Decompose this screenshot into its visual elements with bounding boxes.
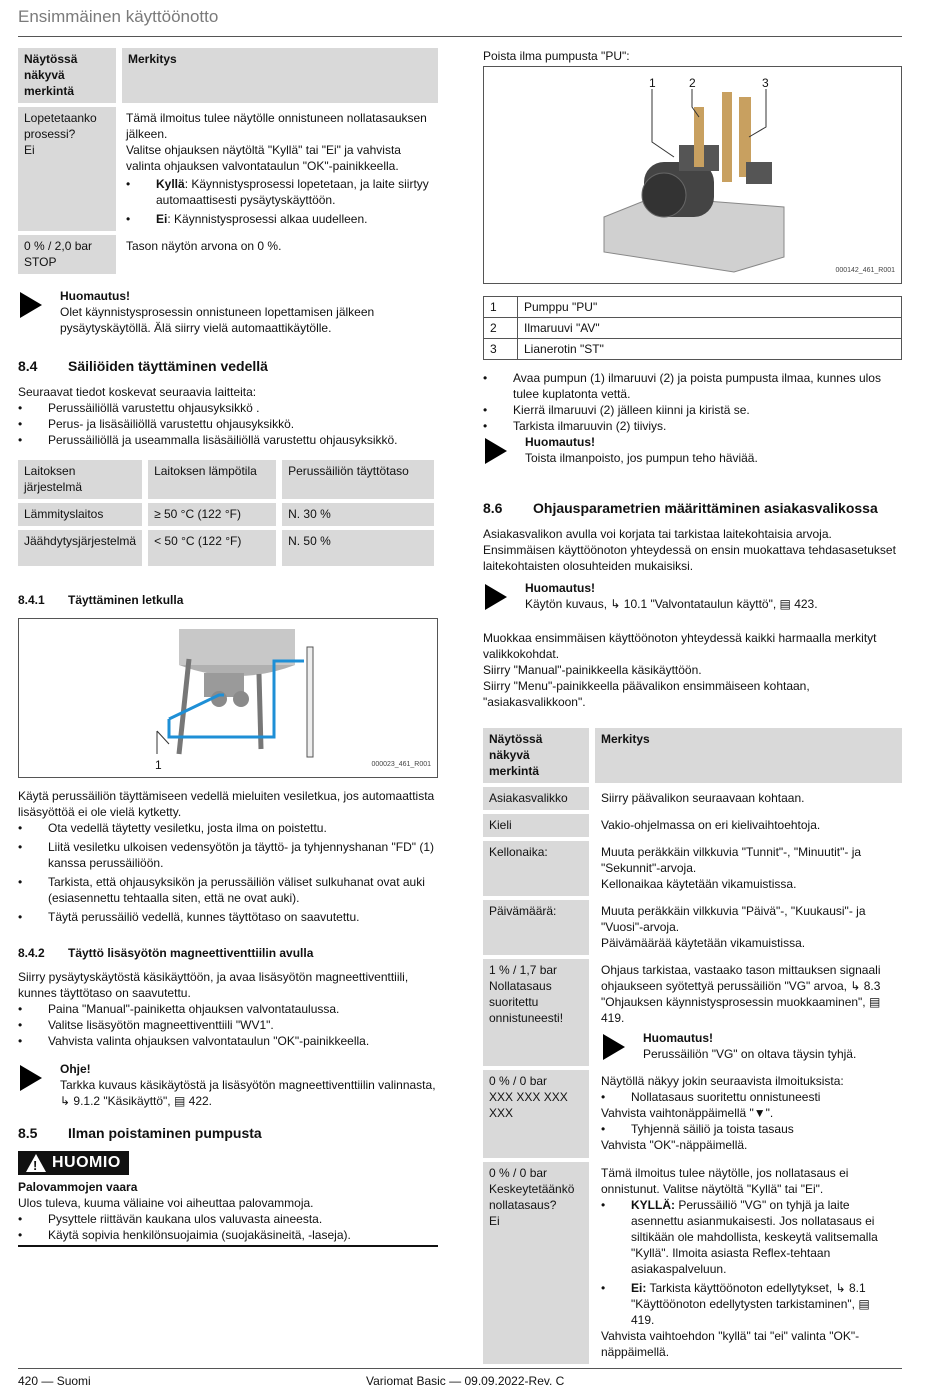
table-header: Merkitys	[595, 728, 902, 783]
display-text: Ei	[24, 143, 35, 157]
page-header-title: Ensimmäinen käyttöönotto	[18, 7, 219, 26]
table-header: Näytössä näkyvä merkintä	[483, 728, 595, 783]
section-heading: 8.5 Ilman poistaminen pumpusta	[18, 1125, 262, 1141]
page-icon: ▤	[868, 995, 881, 1009]
reference-arrow-icon: ↳	[850, 979, 864, 993]
table-cell: Siirry päävalikon seuraavaan kohtaan.	[595, 787, 902, 810]
list-item: • Perussäiliöllä ja useammalla lisäsäiliöllä varustettu ohjausyksikkö.	[18, 432, 438, 448]
table-cell: Kieli	[483, 814, 595, 837]
section-heading: 8.6 Ohjausparametrien määrittäminen asiakasvalikossa	[483, 500, 878, 516]
table-header: Perussäiliön täyttötaso	[282, 460, 434, 499]
paragraph: Ulos tuleva, kuuma väliaine voi aiheuttaa palovammoja.	[18, 1196, 314, 1210]
list-item: • Kierrä ilmaruuvi (2) jälleen kiinni ja kiristä se.	[483, 402, 902, 418]
table-cell: Muuta peräkkäin vilkkuvia "Päivä"-, "Kuukausi"- ja "Vuosi"-arvoja. Päivämäärää käytetään vikamuistissa.	[595, 900, 902, 955]
table-cell	[18, 107, 122, 231]
note-box: Huomautus! Perussäiliön "VG" on oltava täysin tyhjä.	[601, 1030, 896, 1062]
subsection-heading: 8.4.2 Täyttö lisäsyötön magneettiventtiilin avulla	[18, 946, 314, 960]
paragraph: Muokkaa ensimmäisen käyttöönoton yhteydessä kaikki harmaalla merkityt valikkokohdat.	[483, 631, 877, 661]
list-item: • Kyllä: Käynnistysprosessi lopetetaan, ja laite siirtyy automaattisesti pysäytyskäyttöön.	[126, 176, 432, 208]
paragraph: Siirry "Menu"-painikkeella päävalikon ensimmäiseen kohtaan, "asiakasvalikkoon".	[483, 679, 810, 709]
table-cell: N. 30 %	[282, 503, 434, 526]
page-reference: 422.	[188, 1094, 212, 1108]
list-item: • Ei: Käynnistysprosessi alkaa uudelleen.	[126, 211, 432, 227]
figure-callout-label: 1	[649, 76, 656, 90]
table-cell: N. 50 %	[282, 530, 434, 566]
paragraph: Tämä ilmoitus tulee näytölle onnistuneen nollatasauksen jälkeen.	[126, 111, 427, 141]
reference-arrow-icon: ↳	[610, 597, 624, 611]
list-item: • Valitse lisäsyötön magneettiventtiili "WV1".	[18, 1017, 438, 1033]
note-box	[18, 288, 438, 336]
note-title: Huomautus!	[60, 289, 130, 303]
table-cell: Näytöllä näkyy jokin seuraavista ilmoituksista: • Nollatasaus suoritettu onnistuneesti Vahvista vaihtonäppäimellä "▼". • Tyhjennä säiliö ja toista tasaus Vahvista "OK"-näppäimellä.	[595, 1070, 902, 1158]
table-cell: 1 % / 1,7 bar Nollatasaus suoritettu onnistuneesti!	[483, 959, 595, 1066]
paragraph: Asiakasvalikon avulla voi korjata tai tarkistaa laitekohtaisia arvoja. Ensimmäisen käyttöönoton yhteydessä on ensin muokattava tehdasasetukset laitekohtaisten olosuhteiden mukaisiksi.	[483, 527, 896, 573]
page-icon: ▤	[779, 597, 795, 611]
cross-reference: 8.3 "Ohjauksen käynnistysprosessin muokkaaminen",	[601, 979, 881, 1009]
arrow-icon	[20, 292, 42, 318]
caution-label: ! HUOMIO	[18, 1151, 129, 1175]
note-box: Ohje! Tarkka kuvaus käsikäytöstä ja lisäsyötön magneettiventtiilin valinnasta, ↳ 9.1.2 "Käsikäyttö", ▤ 422.	[18, 1061, 438, 1109]
list-item: • Käytä sopivia henkilönsuojaimia (suojakäsineitä, -laseja).	[18, 1227, 438, 1243]
arrow-icon	[485, 438, 507, 464]
list-item: • Liitä vesiletku ulkoisen vedensyötön ja täyttö- ja tyhjennyshanan "FD" (1) kanssa perussäiliöön.	[18, 839, 438, 871]
table-header: Laitoksen järjestelmä	[18, 460, 148, 499]
display-meaning-table-1	[18, 44, 438, 278]
paragraph: Siirry "Manual"-painikkeella käsikäyttöön.	[483, 663, 702, 677]
pump-figure	[483, 66, 902, 284]
figure-callout-label: 1	[155, 758, 162, 772]
subsection-heading: 8.4.1 Täyttäminen letkulla	[18, 593, 184, 607]
warning-triangle-icon: !	[26, 1154, 46, 1172]
hose-fill-figure	[18, 618, 438, 778]
note-box: Huomautus! Käytön kuvaus, ↳ 10.1 "Valvontataulun käyttö", ▤ 423.	[483, 580, 902, 612]
figure-callout-label: 3	[762, 76, 769, 90]
cross-reference: 10.1 "Valvontataulun käyttö",	[623, 597, 780, 611]
list-item: • Tarkista, että ohjausyksikön ja perussäiliön väliset sulkuhanat ovat auki (esiasennettu tehtaalla siten, että ne ovat auki).	[18, 874, 438, 906]
table-cell: Kellonaika:	[483, 841, 595, 896]
header-divider	[18, 36, 902, 37]
note-box: Huomautus! Toista ilmanpoisto, jos pumpun teho häviää.	[483, 434, 902, 466]
table-cell: Asiakasvalikko	[483, 787, 595, 810]
table-cell: ≥ 50 °C (122 °F)	[148, 503, 282, 526]
paragraph: Seuraavat tiedot koskevat seuraavia laitteita:	[18, 385, 257, 399]
list-item: • Tarkista ilmaruuvin (2) tiiviys.	[483, 418, 902, 434]
list-item: • Täytä perussäiliö vedellä, kunnes täyttötaso on saavutettu.	[18, 909, 438, 925]
table-header: Merkitys	[122, 48, 438, 103]
paragraph: Käytä perussäiliön täyttämiseen vedellä mieluiten vesiletkua, jos automaattista lisäsyöttöä ei ole vielä kytketty.	[18, 789, 435, 819]
note-text: Olet käynnistysprosessin onnistuneen lopettamisen jälkeen pysäytyskäytöllä. Älä siirry vielä automaattikäytölle.	[60, 305, 375, 335]
fill-level-table	[18, 456, 434, 570]
page-icon: ▤	[173, 1094, 189, 1108]
reference-arrow-icon: ↳	[60, 1094, 74, 1108]
caution-block	[18, 1179, 438, 1247]
list-item: • Vahvista valinta ohjauksen valvontataulun "OK"-painikkeella.	[18, 1033, 438, 1049]
display-text: Lopetetaanko prosessi?	[24, 111, 97, 141]
footer-document-info: Variomat Basic — 09.09.2022-Rev. C	[366, 1374, 565, 1388]
table-cell: Lämmityslaitos	[18, 503, 148, 526]
arrow-icon	[485, 584, 507, 610]
table-cell: Ohjaus tarkistaa, vastaako tason mittauksen signaali ohjaukseen syötettyä perussäiliön "VG" arvoa, ↳ 8.3 "Ohjauksen käynnistysprosessin muokkaaminen", ▤ 419. Huomautus! Perussäiliön "VG" on oltava täysin tyhjä.	[595, 959, 902, 1066]
pump-illustration	[484, 67, 901, 283]
list-item: • Ota vedellä täytetty vesiletku, josta ilma on poistettu.	[18, 820, 438, 836]
list-item: • Perussäiliöllä varustettu ohjausyksikkö .	[18, 400, 438, 416]
footer-divider	[18, 1368, 902, 1369]
paragraph: Siirry pysäytyskäytöstä käsikäyttöön, ja avaa lisäsyötön magneettiventtiili, kunnes täyttötaso on saavutettu.	[18, 970, 409, 1000]
cross-reference: 8.1 "Käyttöönoton edellytysten tarkistaminen",	[631, 1281, 866, 1311]
legend-table	[483, 296, 902, 360]
list-item: • Perus- ja lisäsäiliöllä varustettu ohjausyksikkö.	[18, 416, 438, 432]
figure-code: 000142_461_R001	[835, 267, 895, 274]
figure-callout-label: 2	[689, 76, 696, 90]
note-title: Ohje!	[60, 1062, 91, 1076]
table-cell: 0 % / 0 bar Keskeytetäänkö nollatasaus? Ei	[483, 1162, 595, 1364]
left-column	[18, 48, 438, 1247]
note-title: Huomautus!	[525, 435, 595, 449]
table-cell: < 50 °C (122 °F)	[148, 530, 282, 566]
vessel-illustration	[19, 619, 437, 777]
table-cell	[122, 107, 438, 231]
table-cell: Jäähdytysjärjestelmä	[18, 530, 148, 566]
caution-title: Palovammojen vaara	[18, 1180, 138, 1194]
table-row: 3 Lianerotin "ST"	[484, 339, 902, 360]
table-row: 1 Pumppu "PU"	[484, 297, 902, 318]
list-item: • Avaa pumpun (1) ilmaruuvi (2) ja poista pumpusta ilmaa, kunnes ulos tulee kuplatonta vettä.	[483, 370, 902, 402]
table-cell: Tämä ilmoitus tulee näytölle, jos nollatasaus ei onnistunut. Valitse näytöltä "Kyllä" tai "Ei". • KYLLÄ: Perussäiliö "VG" on tyhjä ja laite asennettu asianmukaisesti. Jos nollatasaus ei siltikään ole mahdollista, keskeytä valitsemalla "Kyllä". Ilmoita asiasta Reflex-tehtaan asiakaspalveluun. • Ei: Tarkista käyttöönoton edellytykset, ↳ 8.1 "Käyttöönoton edellytysten tarkistaminen", ▤ 419. Vahvista vaihtoehdon "kyllä" tai "ei" valinta "OK"-näppäimellä.	[595, 1162, 902, 1364]
list-item: • Pysyttele riittävän kaukana ulos valuvasta aineesta.	[18, 1211, 438, 1227]
table-header: Laitoksen lämpötila	[148, 460, 282, 499]
reference-arrow-icon: ↳	[835, 1281, 849, 1295]
figure-code: 000023_461_R001	[371, 761, 431, 768]
cross-reference: 9.1.2 "Käsikäyttö",	[73, 1094, 174, 1108]
table-cell: 0 % / 0 bar XXX XXX XXX XXX	[483, 1070, 595, 1158]
list-item: • Paina "Manual"-painiketta ohjauksen valvontataulussa.	[18, 1001, 438, 1017]
footer-page-number: 420 — Suomi	[18, 1374, 91, 1388]
arrow-icon	[20, 1065, 42, 1091]
right-column	[483, 48, 902, 1368]
page-icon: ▤	[858, 1297, 870, 1311]
arrow-icon	[603, 1034, 625, 1060]
table-cell: Muuta peräkkäin vilkkuvia "Tunnit"-, "Minuutit"- ja "Sekunnit"-arvoja. Kellonaikaa käytetään vikamuistissa.	[595, 841, 902, 896]
table-cell: Päivämäärä:	[483, 900, 595, 955]
table-cell: 0 % / 2,0 bar STOP	[18, 235, 122, 274]
section-heading: 8.4 Säiliöiden täyttäminen vedellä	[18, 358, 268, 374]
table-header: Näytössä näkyvä merkintä	[18, 48, 122, 103]
paragraph: Valitse ohjauksen näytöltä "Kyllä" tai "Ei" ja vahvista valinta ohjauksen valvontataulun "OK"-painikkeella.	[126, 143, 401, 173]
figure-caption: Poista ilma pumpusta "PU":	[483, 49, 630, 63]
table-cell: Tason näytön arvona on 0 %.	[122, 235, 438, 274]
table-row: 2 Ilmaruuvi "AV"	[484, 318, 902, 339]
note-title: Huomautus!	[525, 581, 595, 595]
display-meaning-table-2	[483, 724, 902, 1368]
table-cell: Vakio-ohjelmassa on eri kielivaihtoehtoja.	[595, 814, 902, 837]
